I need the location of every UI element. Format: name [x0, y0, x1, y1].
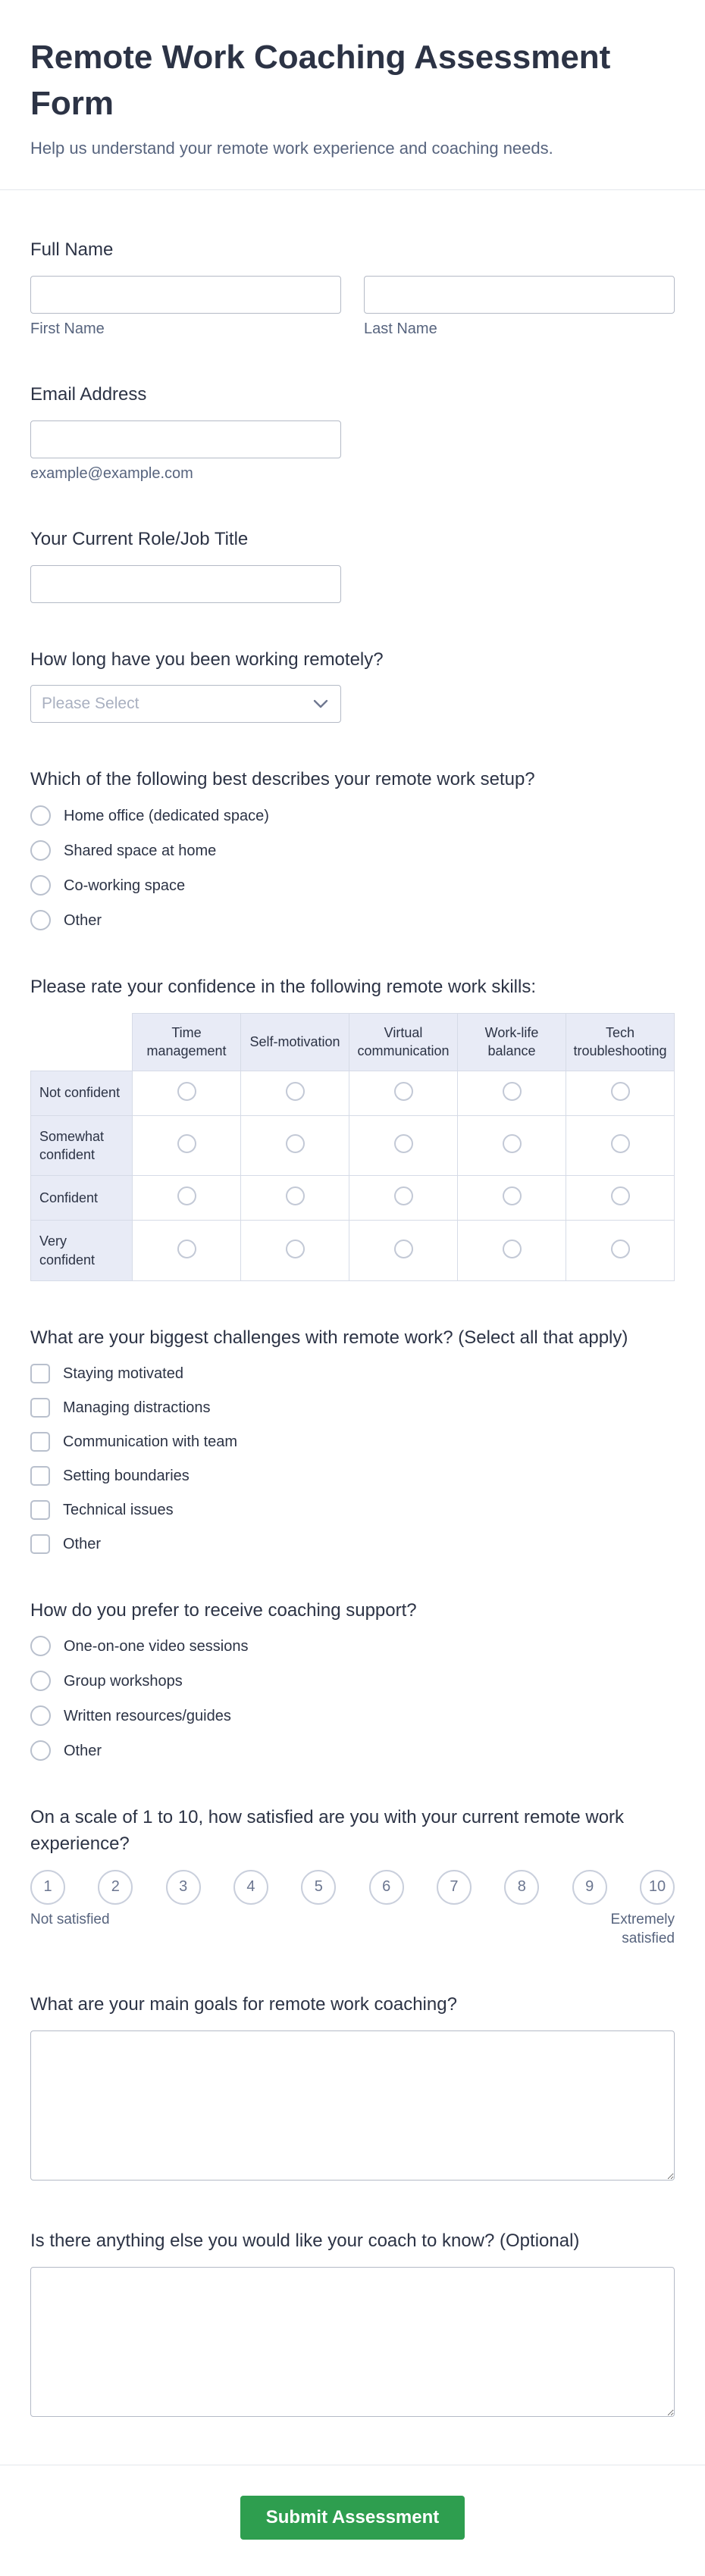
radio-icon[interactable] — [30, 910, 51, 930]
setup-options — [30, 805, 675, 930]
matrix-radio[interactable] — [611, 1134, 630, 1153]
anything-else-textarea[interactable] — [30, 2267, 675, 2417]
challenges-option[interactable] — [30, 1432, 675, 1452]
form-body — [0, 190, 705, 2421]
anything-else-label: Is there anything else you would like your coach to know? (Optional) — [30, 2231, 580, 2252]
radio-icon[interactable] — [30, 875, 51, 896]
radio-icon[interactable] — [30, 1636, 51, 1656]
option-label: Other — [64, 911, 102, 929]
role-label: Your Current Role/Job Title — [30, 528, 249, 549]
checkbox-icon[interactable] — [30, 1398, 50, 1418]
scale-option[interactable]: 2 — [98, 1870, 133, 1905]
matrix-radio[interactable] — [394, 1082, 413, 1101]
option-label: One-on-one video sessions — [64, 1637, 249, 1655]
matrix-radio[interactable] — [177, 1082, 196, 1101]
challenges-options — [30, 1364, 675, 1554]
checkbox-icon[interactable] — [30, 1500, 50, 1520]
challenges-option[interactable] — [30, 1364, 675, 1383]
option-label: Other — [64, 1742, 102, 1759]
support-option[interactable] — [30, 1740, 675, 1761]
radio-icon[interactable] — [30, 840, 51, 861]
challenges-option[interactable] — [30, 1466, 675, 1486]
field-support — [30, 1598, 675, 1762]
field-goals — [30, 1992, 675, 2184]
full-name-label: Full Name — [30, 239, 114, 261]
option-label: Other — [63, 1535, 102, 1552]
scale-option[interactable]: 7 — [437, 1870, 472, 1905]
field-role — [30, 527, 675, 603]
scale-option[interactable]: 10 — [640, 1870, 675, 1905]
matrix-row-header: Not confident — [31, 1071, 133, 1115]
support-option[interactable] — [30, 1636, 675, 1656]
last-name-input[interactable] — [364, 276, 675, 314]
challenges-option[interactable] — [30, 1500, 675, 1520]
last-name-sublabel: Last Name — [364, 320, 437, 338]
scale-end-labels — [30, 1911, 675, 1948]
option-label: Co-working space — [64, 877, 186, 894]
option-label: Shared space at home — [64, 842, 217, 859]
confidence-label: Please rate your confidence in the following remote work skills: — [30, 977, 536, 998]
option-label: Setting boundaries — [63, 1467, 190, 1484]
confidence-matrix — [30, 1013, 675, 1281]
support-options — [30, 1636, 675, 1761]
matrix-radio[interactable] — [286, 1082, 305, 1101]
matrix-radio[interactable] — [286, 1134, 305, 1153]
matrix-row — [31, 1176, 675, 1221]
matrix-radio[interactable] — [503, 1186, 522, 1205]
radio-icon[interactable] — [30, 1671, 51, 1691]
matrix-column-header: Tech troubleshooting — [566, 1014, 675, 1071]
field-setup — [30, 767, 675, 930]
radio-icon[interactable] — [30, 805, 51, 826]
matrix-radio[interactable] — [611, 1240, 630, 1258]
option-label: Written resources/guides — [64, 1707, 231, 1724]
matrix-radio[interactable] — [286, 1186, 305, 1205]
checkbox-icon[interactable] — [30, 1534, 50, 1554]
scale-option[interactable]: 3 — [166, 1870, 201, 1905]
scale-option[interactable]: 8 — [504, 1870, 539, 1905]
field-challenges — [30, 1325, 675, 1554]
radio-icon[interactable] — [30, 1705, 51, 1726]
matrix-radio[interactable] — [177, 1134, 196, 1153]
field-full-name — [30, 237, 675, 338]
field-anything-else — [30, 2228, 675, 2421]
matrix-radio[interactable] — [177, 1240, 196, 1258]
matrix-column-header: Virtual communication — [349, 1014, 458, 1071]
checkbox-icon[interactable] — [30, 1364, 50, 1383]
last-name-col — [364, 276, 675, 338]
matrix-radio[interactable] — [503, 1082, 522, 1101]
matrix-radio[interactable] — [394, 1186, 413, 1205]
duration-select-placeholder: Please Select — [42, 695, 139, 713]
setup-option[interactable] — [30, 805, 675, 826]
email-label: Email Address — [30, 384, 147, 405]
support-label: How do you prefer to receive coaching support? — [30, 1599, 417, 1621]
radio-icon[interactable] — [30, 1740, 51, 1761]
field-duration — [30, 647, 675, 724]
matrix-radio[interactable] — [611, 1082, 630, 1101]
submit-button[interactable]: Submit Assessment — [240, 2496, 465, 2540]
scale-option[interactable]: 5 — [301, 1870, 336, 1905]
field-confidence — [30, 974, 675, 1281]
satisfaction-scale — [30, 1870, 675, 1905]
field-satisfaction — [30, 1805, 675, 1948]
matrix-row-header: Very confident — [31, 1221, 133, 1281]
form-footer — [0, 2465, 705, 2576]
challenges-label: What are your biggest challenges with remote work? (Select all that apply) — [30, 1327, 628, 1348]
full-name-row — [30, 276, 675, 338]
option-label: Communication with team — [63, 1433, 238, 1450]
form-subtitle: Help us understand your remote work experience and coaching needs. — [30, 139, 553, 158]
form-title: Remote Work Coaching Assessment Form — [30, 39, 611, 122]
duration-select[interactable] — [30, 685, 341, 723]
matrix-radio[interactable] — [286, 1240, 305, 1258]
option-label: Group workshops — [64, 1672, 183, 1690]
matrix-column-header: Self-motivation — [241, 1014, 349, 1071]
setup-option[interactable] — [30, 910, 675, 930]
field-email — [30, 382, 675, 483]
matrix-radio[interactable] — [503, 1240, 522, 1258]
matrix-row-header: Somewhat confident — [31, 1115, 133, 1176]
scale-option[interactable]: 1 — [30, 1870, 65, 1905]
matrix-radio[interactable] — [394, 1134, 413, 1153]
matrix-row-header: Confident — [31, 1176, 133, 1221]
goals-label: What are your main goals for remote work coaching? — [30, 1994, 457, 2015]
option-label: Managing distractions — [63, 1399, 211, 1416]
matrix-row — [31, 1071, 675, 1115]
goals-textarea[interactable] — [30, 2030, 675, 2181]
checkbox-icon[interactable] — [30, 1432, 50, 1452]
matrix-row — [31, 1221, 675, 1281]
scale-option[interactable]: 9 — [572, 1870, 607, 1905]
option-label: Technical issues — [63, 1501, 174, 1518]
first-name-input[interactable] — [30, 276, 341, 314]
first-name-col — [30, 276, 341, 338]
option-label: Staying motivated — [63, 1365, 183, 1382]
email-sublabel: example@example.com — [30, 464, 193, 482]
setup-label: Which of the following best describes your remote work setup? — [30, 769, 535, 790]
scale-left-label: Not satisfied — [30, 1911, 110, 1927]
matrix-row — [31, 1115, 675, 1176]
support-option[interactable] — [30, 1705, 675, 1726]
matrix-column-header: Work-life balance — [458, 1014, 566, 1071]
matrix-radio[interactable] — [611, 1186, 630, 1205]
matrix-radio[interactable] — [503, 1134, 522, 1153]
challenges-option[interactable] — [30, 1534, 675, 1554]
scale-right-label: Extremely satisfied — [610, 1911, 675, 1946]
satisfaction-label: On a scale of 1 to 10, how satisfied are you with your current remote work experience? — [30, 1807, 625, 1855]
matrix-radio[interactable] — [394, 1240, 413, 1258]
checkbox-icon[interactable] — [30, 1466, 50, 1486]
role-input[interactable] — [30, 565, 341, 603]
challenges-option[interactable] — [30, 1398, 675, 1418]
duration-label: How long have you been working remotely? — [30, 649, 384, 670]
scale-option[interactable]: 6 — [369, 1870, 404, 1905]
matrix-column-header: Time management — [133, 1014, 241, 1071]
matrix-corner-cell — [31, 1014, 133, 1071]
email-input[interactable] — [30, 420, 341, 458]
support-option[interactable] — [30, 1671, 675, 1691]
form-header — [0, 0, 705, 189]
scale-option[interactable]: 4 — [233, 1870, 268, 1905]
setup-option[interactable] — [30, 840, 675, 861]
option-label: Home office (dedicated space) — [64, 807, 269, 824]
first-name-sublabel: First Name — [30, 320, 105, 338]
matrix-radio[interactable] — [177, 1186, 196, 1205]
chevron-down-icon — [313, 699, 328, 708]
setup-option[interactable] — [30, 875, 675, 896]
